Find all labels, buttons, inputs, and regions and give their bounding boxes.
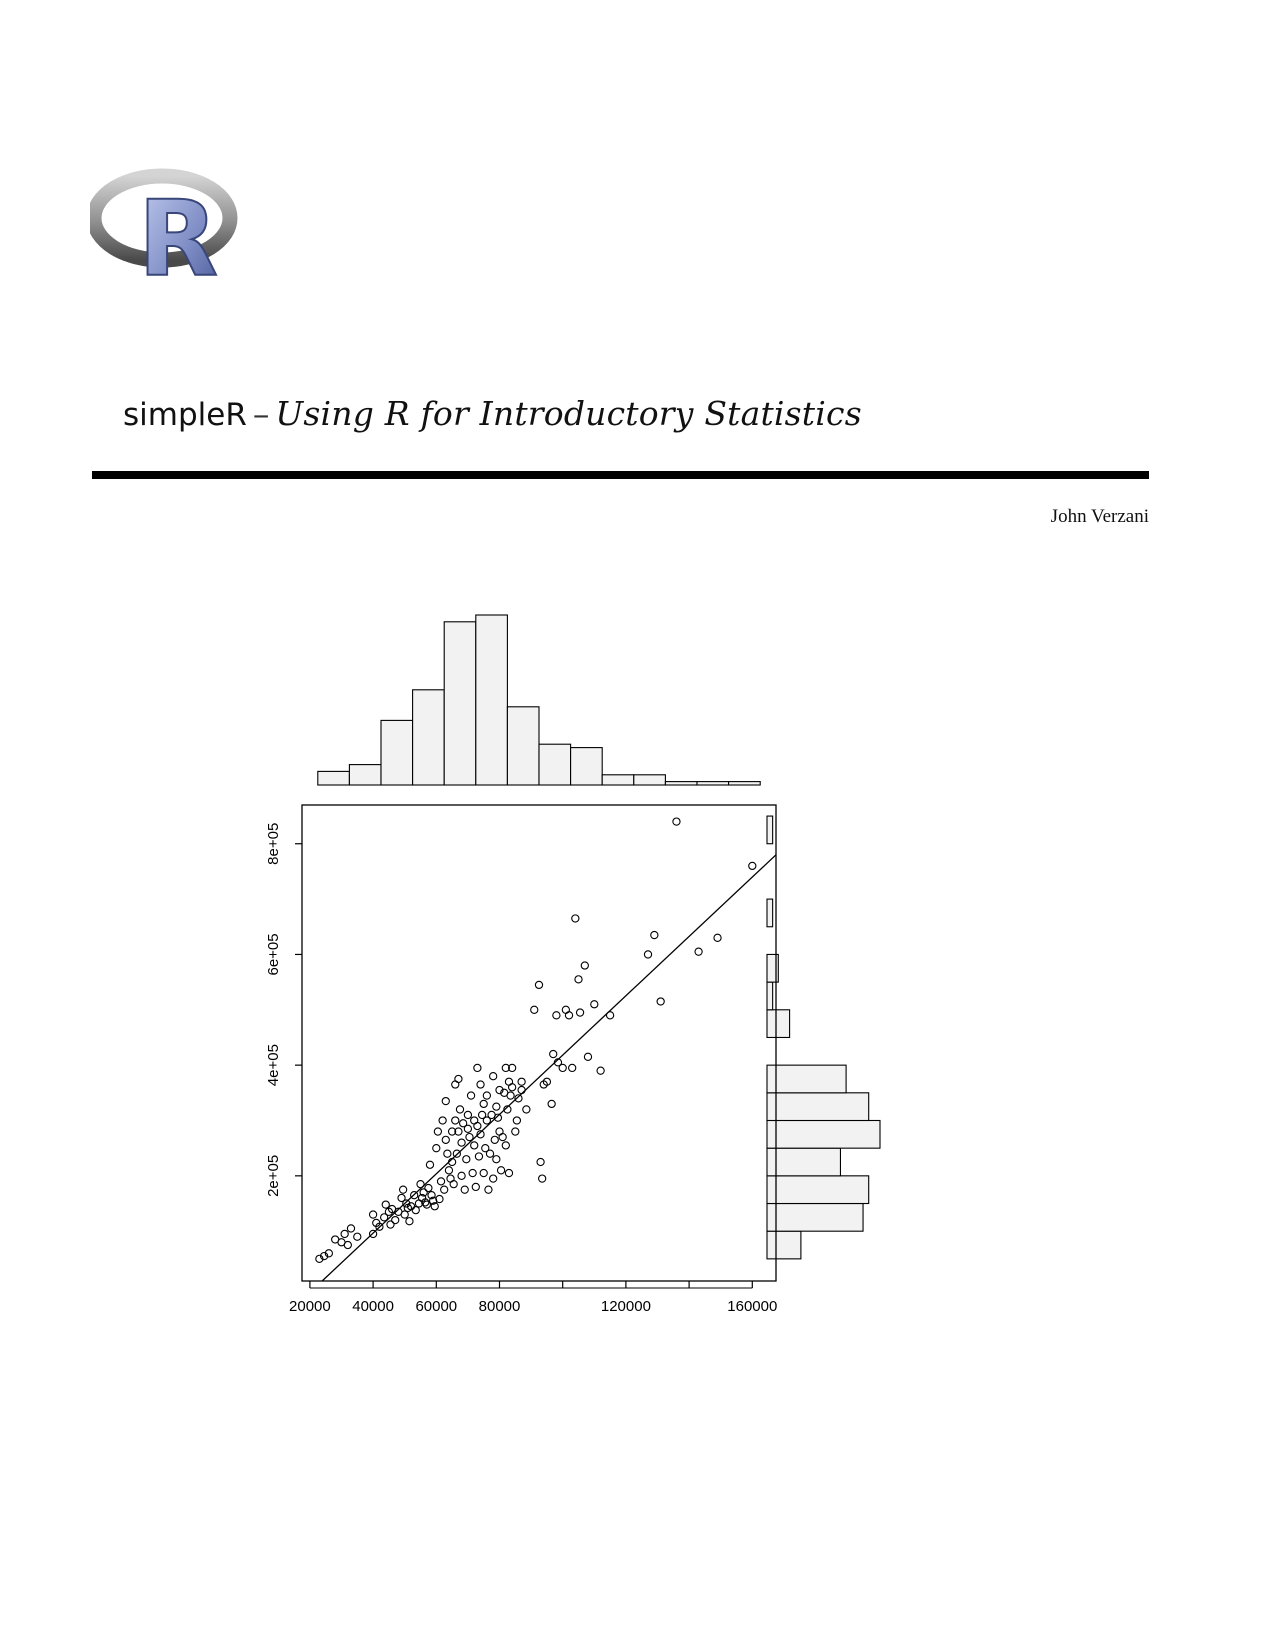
scatter-point — [502, 1142, 509, 1149]
scatter-point — [490, 1175, 497, 1182]
scatter-point — [464, 1125, 471, 1132]
scatter-point — [466, 1133, 473, 1140]
scatter-point — [513, 1117, 520, 1124]
scatter-point — [455, 1075, 462, 1082]
scatter-point — [458, 1139, 465, 1146]
scatter-point — [572, 915, 579, 922]
scatter-points — [316, 818, 756, 1262]
scatter-point — [553, 1012, 560, 1019]
scatter-point — [539, 1175, 546, 1182]
scatter-point — [442, 1098, 449, 1105]
scatter-point — [581, 962, 588, 969]
scatter-point — [469, 1169, 476, 1176]
scatter-point — [480, 1169, 487, 1176]
scatter-point — [458, 1172, 465, 1179]
scatter-point — [505, 1169, 512, 1176]
x-hist-bar — [444, 622, 476, 785]
scatter-point — [591, 1001, 598, 1008]
scatter-with-marginal-histograms — [250, 605, 950, 1355]
y-hist-bar — [767, 982, 773, 1010]
scatter-point — [445, 1167, 452, 1174]
scatter-point — [493, 1103, 500, 1110]
scatter-point — [480, 1100, 487, 1107]
x-hist-bar — [571, 748, 603, 785]
scatter-point — [485, 1186, 492, 1193]
title-separator: – — [252, 394, 270, 433]
scatter-point — [644, 951, 651, 958]
scatter-point — [475, 1153, 482, 1160]
scatter-point — [401, 1211, 408, 1218]
y-tick-label: 2e+05 — [265, 1154, 282, 1197]
scatter-point — [512, 1128, 519, 1135]
r-logo — [90, 160, 240, 285]
scatter-point — [434, 1128, 441, 1135]
x-hist-bar — [634, 775, 666, 785]
y-hist-bar — [767, 1065, 846, 1093]
scatter-point — [565, 1012, 572, 1019]
x-hist-bar — [602, 775, 634, 785]
scatter-point — [576, 1009, 583, 1016]
scatter-point — [426, 1161, 433, 1168]
y-hist-bar — [767, 1231, 801, 1259]
scatter-point — [537, 1158, 544, 1165]
x-hist-bar — [539, 744, 571, 785]
x-tick-label: 20000 — [289, 1298, 331, 1315]
scatter-point — [714, 934, 721, 941]
plot-frame — [302, 805, 776, 1281]
scatter-point — [417, 1181, 424, 1188]
x-hist-bar — [729, 782, 761, 785]
scatter-point — [467, 1092, 474, 1099]
scatter-point — [474, 1064, 481, 1071]
scatter-point — [477, 1081, 484, 1088]
scatter-point — [412, 1207, 419, 1214]
scatter-point — [491, 1136, 498, 1143]
x-hist-bar — [413, 690, 445, 785]
x-hist-bar — [507, 707, 539, 785]
scatter-point — [341, 1230, 348, 1237]
scatter-point — [673, 818, 680, 825]
x-hist-bar — [318, 771, 350, 785]
y-hist-bar — [767, 899, 773, 927]
scatter-point — [548, 1100, 555, 1107]
scatter-point — [749, 862, 756, 869]
y-hist-bar — [767, 1204, 863, 1232]
x-hist-bar — [665, 782, 697, 785]
x-tick-label: 160000 — [727, 1298, 778, 1315]
scatter-point — [493, 1156, 500, 1163]
scatter-point — [382, 1201, 389, 1208]
scatter-point — [464, 1111, 471, 1118]
scatter-point — [400, 1186, 407, 1193]
scatter-point — [651, 931, 658, 938]
x-tick-label: 40000 — [352, 1298, 394, 1315]
scatter-point — [535, 981, 542, 988]
x-hist-bar — [476, 615, 508, 785]
scatter-point — [550, 1050, 557, 1057]
scatter-point — [607, 1012, 614, 1019]
title-rule — [92, 471, 1149, 479]
scatter-point — [452, 1117, 459, 1124]
x-tick-label: 120000 — [600, 1298, 651, 1315]
x-marginal-histogram — [318, 615, 760, 785]
scatter-point — [509, 1084, 516, 1091]
scatter-point — [474, 1122, 481, 1129]
y-hist-bar — [767, 1148, 840, 1176]
scatter-point — [370, 1211, 377, 1218]
scatter-point — [387, 1221, 394, 1228]
author-name: John Verzani — [1050, 506, 1149, 527]
scatter-point — [518, 1086, 525, 1093]
scatter-point — [597, 1067, 604, 1074]
scatter-point — [657, 998, 664, 1005]
y-marginal-histogram — [767, 816, 880, 1259]
axes — [265, 823, 777, 1315]
scatter-point — [471, 1142, 478, 1149]
scatter-point — [497, 1167, 504, 1174]
y-tick-label: 4e+05 — [265, 1044, 282, 1087]
scatter-point — [559, 1064, 566, 1071]
scatter-point — [406, 1218, 413, 1225]
scatter-point — [450, 1181, 457, 1188]
title-subtitle: Using R for Introductory Statistics — [275, 394, 862, 433]
scatter-point — [441, 1186, 448, 1193]
scatter-point — [569, 1064, 576, 1071]
regression-line-layer — [322, 855, 776, 1281]
scatter-point — [437, 1178, 444, 1185]
scatter-point — [456, 1106, 463, 1113]
x-tick-label: 60000 — [415, 1298, 458, 1315]
scatter-point — [344, 1241, 351, 1248]
title-brand: simpleR — [123, 397, 247, 433]
y-hist-bar — [767, 1176, 869, 1204]
scatter-point — [439, 1117, 446, 1124]
logo-letter: R — [138, 178, 219, 285]
scatter-point — [486, 1150, 493, 1157]
scatter-point — [531, 1006, 538, 1013]
y-hist-bar — [767, 1010, 790, 1038]
scatter-point — [354, 1233, 361, 1240]
scatter-point — [347, 1225, 354, 1232]
scatter-point — [461, 1186, 468, 1193]
x-hist-bar — [697, 782, 729, 785]
scatter-point — [433, 1145, 440, 1152]
scatter-point — [490, 1073, 497, 1080]
scatter-point — [392, 1217, 399, 1224]
scatter-point — [444, 1150, 451, 1157]
scatter-point — [507, 1092, 514, 1099]
scatter-point — [518, 1078, 525, 1085]
scatter-point — [483, 1092, 490, 1099]
scatter-point — [442, 1136, 449, 1143]
x-tick-label: 80000 — [478, 1298, 521, 1315]
x-hist-bar — [381, 720, 413, 785]
scatter-point — [472, 1183, 479, 1190]
y-hist-bar — [767, 1120, 880, 1148]
scatter-point — [499, 1133, 506, 1140]
y-tick-label: 8e+05 — [265, 822, 282, 865]
scatter-point — [695, 948, 702, 955]
scatter-point — [584, 1053, 591, 1060]
scatter-point — [425, 1184, 432, 1191]
x-hist-bar — [349, 765, 381, 785]
document-title — [123, 392, 862, 437]
scatter-point — [463, 1156, 470, 1163]
y-tick-label: 6e+05 — [265, 933, 282, 976]
y-hist-bar — [767, 1093, 869, 1121]
regression-line — [322, 855, 776, 1281]
scatter-point — [523, 1106, 530, 1113]
y-hist-bar — [767, 816, 773, 844]
scatter-point — [575, 976, 582, 983]
